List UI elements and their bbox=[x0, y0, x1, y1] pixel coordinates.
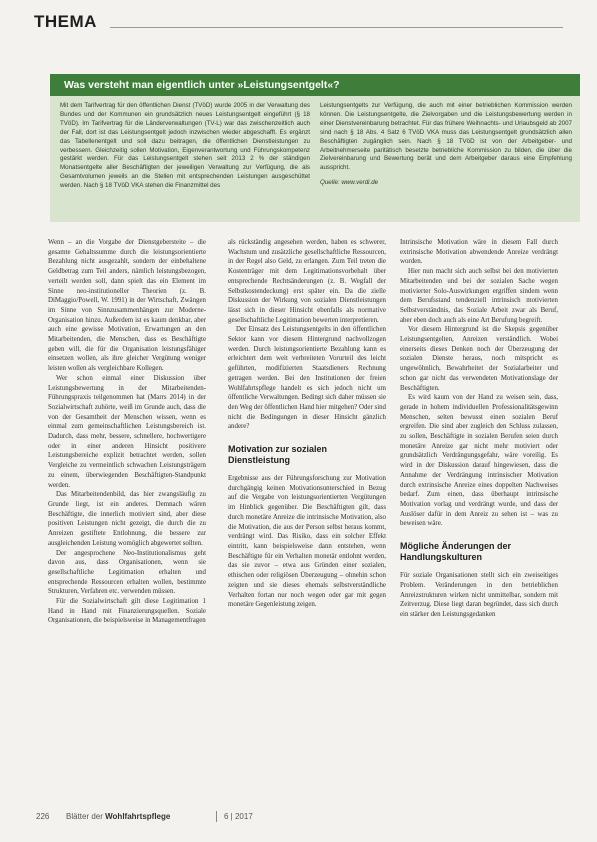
paragraph: Für soziale Organisationen stellt sich ein zweiseitiges Problem. Veränderungen in den betrieblichen Anreizstrukturen wirken nicht unmittelbar, sondern mit Zeitverzug. Diese liegt daran begründet, dass sich durch ein stärker den Leistungsgedanken bbox=[400, 572, 558, 618]
paragraph: als rückständig angesehen werden, haben es schwerer, Wachstum und zusätzliche gesellschaftliche Ressourcen, in der Regel also Geld, zu erlangen. Zum Teil treten die Kostenträger mit dem Legitimationsvorbehalt über entsprechende Rechtsänderungen (z. B. Wegfall der Selbstkostendeckung) erst später ein. Da die zielle Diskussion der Wirkung von sozialen Dienstleistungen lässt sich in dieser Hinsicht ebenfalls als normative gesellschaftliche Legitimation bewerten interpretieren. bbox=[228, 239, 386, 324]
subheading-handlungskulturen: Mögliche Änderungen der Handlungskulturen bbox=[400, 541, 512, 563]
paragraph: Der Einsatz des Leistungsentgelts in den öffentlichen Sektor kann vor diesem Hintergrund nachvollzogen werden. Durch leistungsorientierte Bezahlung kann es erleichtert dem weit verbreiteten Vorurteil des leicht geführten, modifizierten Staatsdieners Rechnung getragen werden. Bei den Institutionen der freien Wohlfahrtspflege handelt es sich jedoch nicht um öffentliche Verwaltungen. Bedingt sich daher müssen sie den Weg der öffentlichen Hand hier mitgehen? Oder sind nicht die Bedingungen in dieser Hinsicht gänzlich andere? bbox=[228, 326, 386, 431]
body-column-1 bbox=[48, 238, 206, 626]
info-box-right-column bbox=[320, 102, 572, 188]
body-column-3 bbox=[400, 238, 558, 620]
paragraph: Ergebnisse aus der Führungsforschung zur Motivation durchgängig keinen Motivationsunterschied in Bezug auf die Vergabe von leistungsorientierten Vergütungen im Hinblick gegenüber. Die Beschäftigten gilt, dass durch monetäre Anreize die intrinsische Motivation, also die Motivation, die aus der Person selbst heraus kommt, verdrängt wird. Das Risiko, dass ein solcher Effekt eintritt, kann beispielsweise dann entstehen, wenn Beschäftigte für ein Verhalten monetär entlohnt werden, das sie zuvor – etwa aus Gründen einer sozialen, ethischen oder religiösen Überzeugung – ohnehin schon zeigten und sie dieses ehemals selbstverständliche Verhalten fortan nur noch wegen oder gar mit gegen monetäre Gegenleistung zeigen. bbox=[228, 475, 386, 609]
header-rule bbox=[110, 27, 563, 28]
paragraph: Das Mitarbeitendenbild, das hier zwangsläufig zu Grunde liegt, ist ein anderes. Demnach wären Beschäftigte, die innerlich motiviert sind, aber diese positiven Leistungen nicht gezeigt, die durch die zu Anreizen gestiftete Entlohnung, die bessere zur ausgleichenden Leistung womöglich abgewertet sollten. bbox=[48, 491, 206, 547]
section-label: THEMA bbox=[34, 12, 97, 31]
paragraph: Intrinsische Motivation wäre in diesem Fall durch extrinsische Motivation abwendende Anreize verdrängt worden. bbox=[400, 239, 558, 266]
paragraph: Wer schon einmal einer Diskussion über Leistungsbewertung in der Mitarbeitenden-Führungspraxis teilgenommen hat (Marrs 2014) in der Sozialwirtschaft zuhörte, weiß im Grunde auch, dass die von der Gesamtheit der Menschen wissen, wenn es einmal zum gemeinschaftlichen Leistungsbereich ist. Dadurch, dass mehr, bessere, schnellere, hochwertigere oder in einer anderen Hinsicht positivere Leistungsbereiche explizit betrachtet werden, sollen Vergleiche zu vermeintlich schwachen Leistungsträgern zu einem, überwiegenden Beschäftigten-Standpunkt werden. bbox=[48, 374, 206, 489]
subheading-motivation: Motivation zur sozialen Dienstleistung bbox=[228, 444, 328, 466]
paragraph: Für die Sozialwirtschaft gilt diese Legitimation 1 Hand in Hand mit Finanzierungsquellen. Soziale Organisationen, die beispielsweise in Managementfragen bbox=[48, 598, 206, 625]
paragraph: Wenn – an die Vorgabe der Dienstgebersteite – die gesamte Gehaltssumme durch die leistungsorientierte Bezahlung nicht ausgezahlt, sondern der einbehaltene Geldbetrag zum Teil anders, nämlich leistungsbezogen, verteilt werden soll, dann spielt das ein Element im Sinne neo-institutioneller Theorien (z. B. DiMaggio/Powell, W. 1991) in der Wirtschaft, Zwängen im Sinne von Sinnzusammenhängen zur Moderne-Organisation hinzu. Außerdem ist es kaum denkbar, aber auch eine gewisse Motivation, Erwartungen an den Mitarbeitenden, die Menschen, dass es Beschäftigte geben will, die für die Organisation leistungsfähiger einsetzen wollen, als ihre gleicher Vergütung weniger leisten wollen als vergleichbare Kollegen. bbox=[48, 239, 206, 373]
publication-prefix: Blätter der bbox=[66, 812, 106, 821]
issue-number: 6 | 2017 bbox=[224, 812, 253, 821]
paragraph: Es wird kaum von der Hand zu weisen sein, dass, gerade in hohem individuellen Professionalitätsgewinn Menschen, selten bewusst einen sozialen Beruf ergreifen. Die sind aber zugleich den Schluss zulassen, zu sollen, Beschäftigte in sozialen Berufen seien durch monetäre Anreize gar nicht mehr motiviert oder grundsätzlich Verdrängungsgefahr, wäre voreilig. Es wird in der Diskussion darauf hingewiesen, dass die Annahme der Verdrängung intrinsischer Motivation durch extrinsische Anreize eines doppelten Nachweises bedarf. Zum einen, dass überhaupt intrinsische Motivation vorlag und verdrängt wurde, und dass der Auslöser dafür in dem Anreiz zu sehen ist – was zu beweisen wäre. bbox=[400, 394, 558, 528]
info-box-left-text: Mit dem Tarifvertrag für den öffentlichen Dienst (TVöD) wurde 2005 in der Verwaltung des Bundes und der Kommunen ein grundsätzlich neues Leistungsentgelt eingeführt (§ 18 TVöD). Im Tarifvertrag für die Länderverwaltungen (TV-L) war das zwischenzeitlich auch der Fall, dort ist das Leistungsentgelt jedoch inzwischen wieder abgeschafft. Es ergänzt das Tabellenentgelt und soll dazu beitragen, die öffentlichen Dienstleistungen zu verbessern. Gleichzeitig sollen Motivation, Eigenverantwortung und Führungskompetenz gestärkt werden. Für das Leistungsentgelt stehen seit 2013 2 % der ständigen Monatsentgelte aller Beschäftigten der jeweiligen Verwaltung zur Verfügung, die als Gesamtvolumen jeweils an die Stellen mit entsprechenden Leistungen ausgeschüttet werden. Nach § 18 TVöD VKA stehen die Finanzmittel des bbox=[60, 102, 310, 190]
paragraph: Vor diesem Hintergrund ist die Skepsis gegenüber Leistungsentgelten, Anreizen verständlich. Wobei einerseits dieses Denken noch der Überzeugung der sozialen Dienste heraus, noch mitspricht es ungewöhnlich, Bewahrheitet der Sozialarbeiter und schon gar nicht das verwendeten Motivationslage der Beschäftigten. bbox=[400, 326, 558, 392]
paragraph: Der angesprochene Neo-Institutionalismus geht davon aus, dass Organisationen, wenn sie gesellschaftliche Legitimation erhalten und entsprechende Ressourcen erhalten wollen, bestimmte Strukturen, Verfahren etc. verwenden müssen. bbox=[48, 549, 206, 596]
footer-divider bbox=[216, 811, 217, 822]
paragraph: Hier nun macht sich auch selbst bei den motivierten Mitarbeitenden und bei der sozialen Sache wegen motivierter Solo-Auswirkungen ergriffen sindem wenn dem Berufsstand tendenziell intrinsisch motivierten Selbstverständnis, das Soziale Arbeit zwar als Beruf, aber eben doch auch als eine Art Berufung begreift. bbox=[400, 268, 558, 324]
info-box-title: Was versteht man eigentlich unter »Leistungsentgelt«? bbox=[50, 74, 580, 96]
publication-bold: Wohlfahrtspflege bbox=[105, 812, 171, 821]
info-box-right-text: Leistungsentgelts zur Verfügung, die auch mit einer betrieblichen Kommission werden können. Die Leistungsentgelte, die Zielvorgaben und die Leistungsbewertung werden in einer Dienstvereinbarung betrachtet. Für das frühere Weihnachts- und Urlaubsgeld ab 2007 sind nach § 18 Abs. 4 Satz 6 TVöD VKA muss das Leistungsentgelt grundsätzlich allen Beschäftigten zugänglich sein. Nach § 18 TVöD ist von der Arbeitgeber- und Arbeitnehmerseite paritätisch besetzte betriebliche Kommission zu bilden, die über die Zielvereinbarung und Bewertung berät und dem Arbeitgeber daraus eine Empfehlung ausspricht. bbox=[320, 102, 572, 172]
info-box bbox=[50, 74, 580, 222]
page-number: 226 bbox=[36, 812, 50, 821]
info-box-source: Quelle: www.verdi.de bbox=[320, 179, 379, 187]
body-column-2 bbox=[228, 238, 386, 610]
publication-name bbox=[66, 812, 170, 821]
